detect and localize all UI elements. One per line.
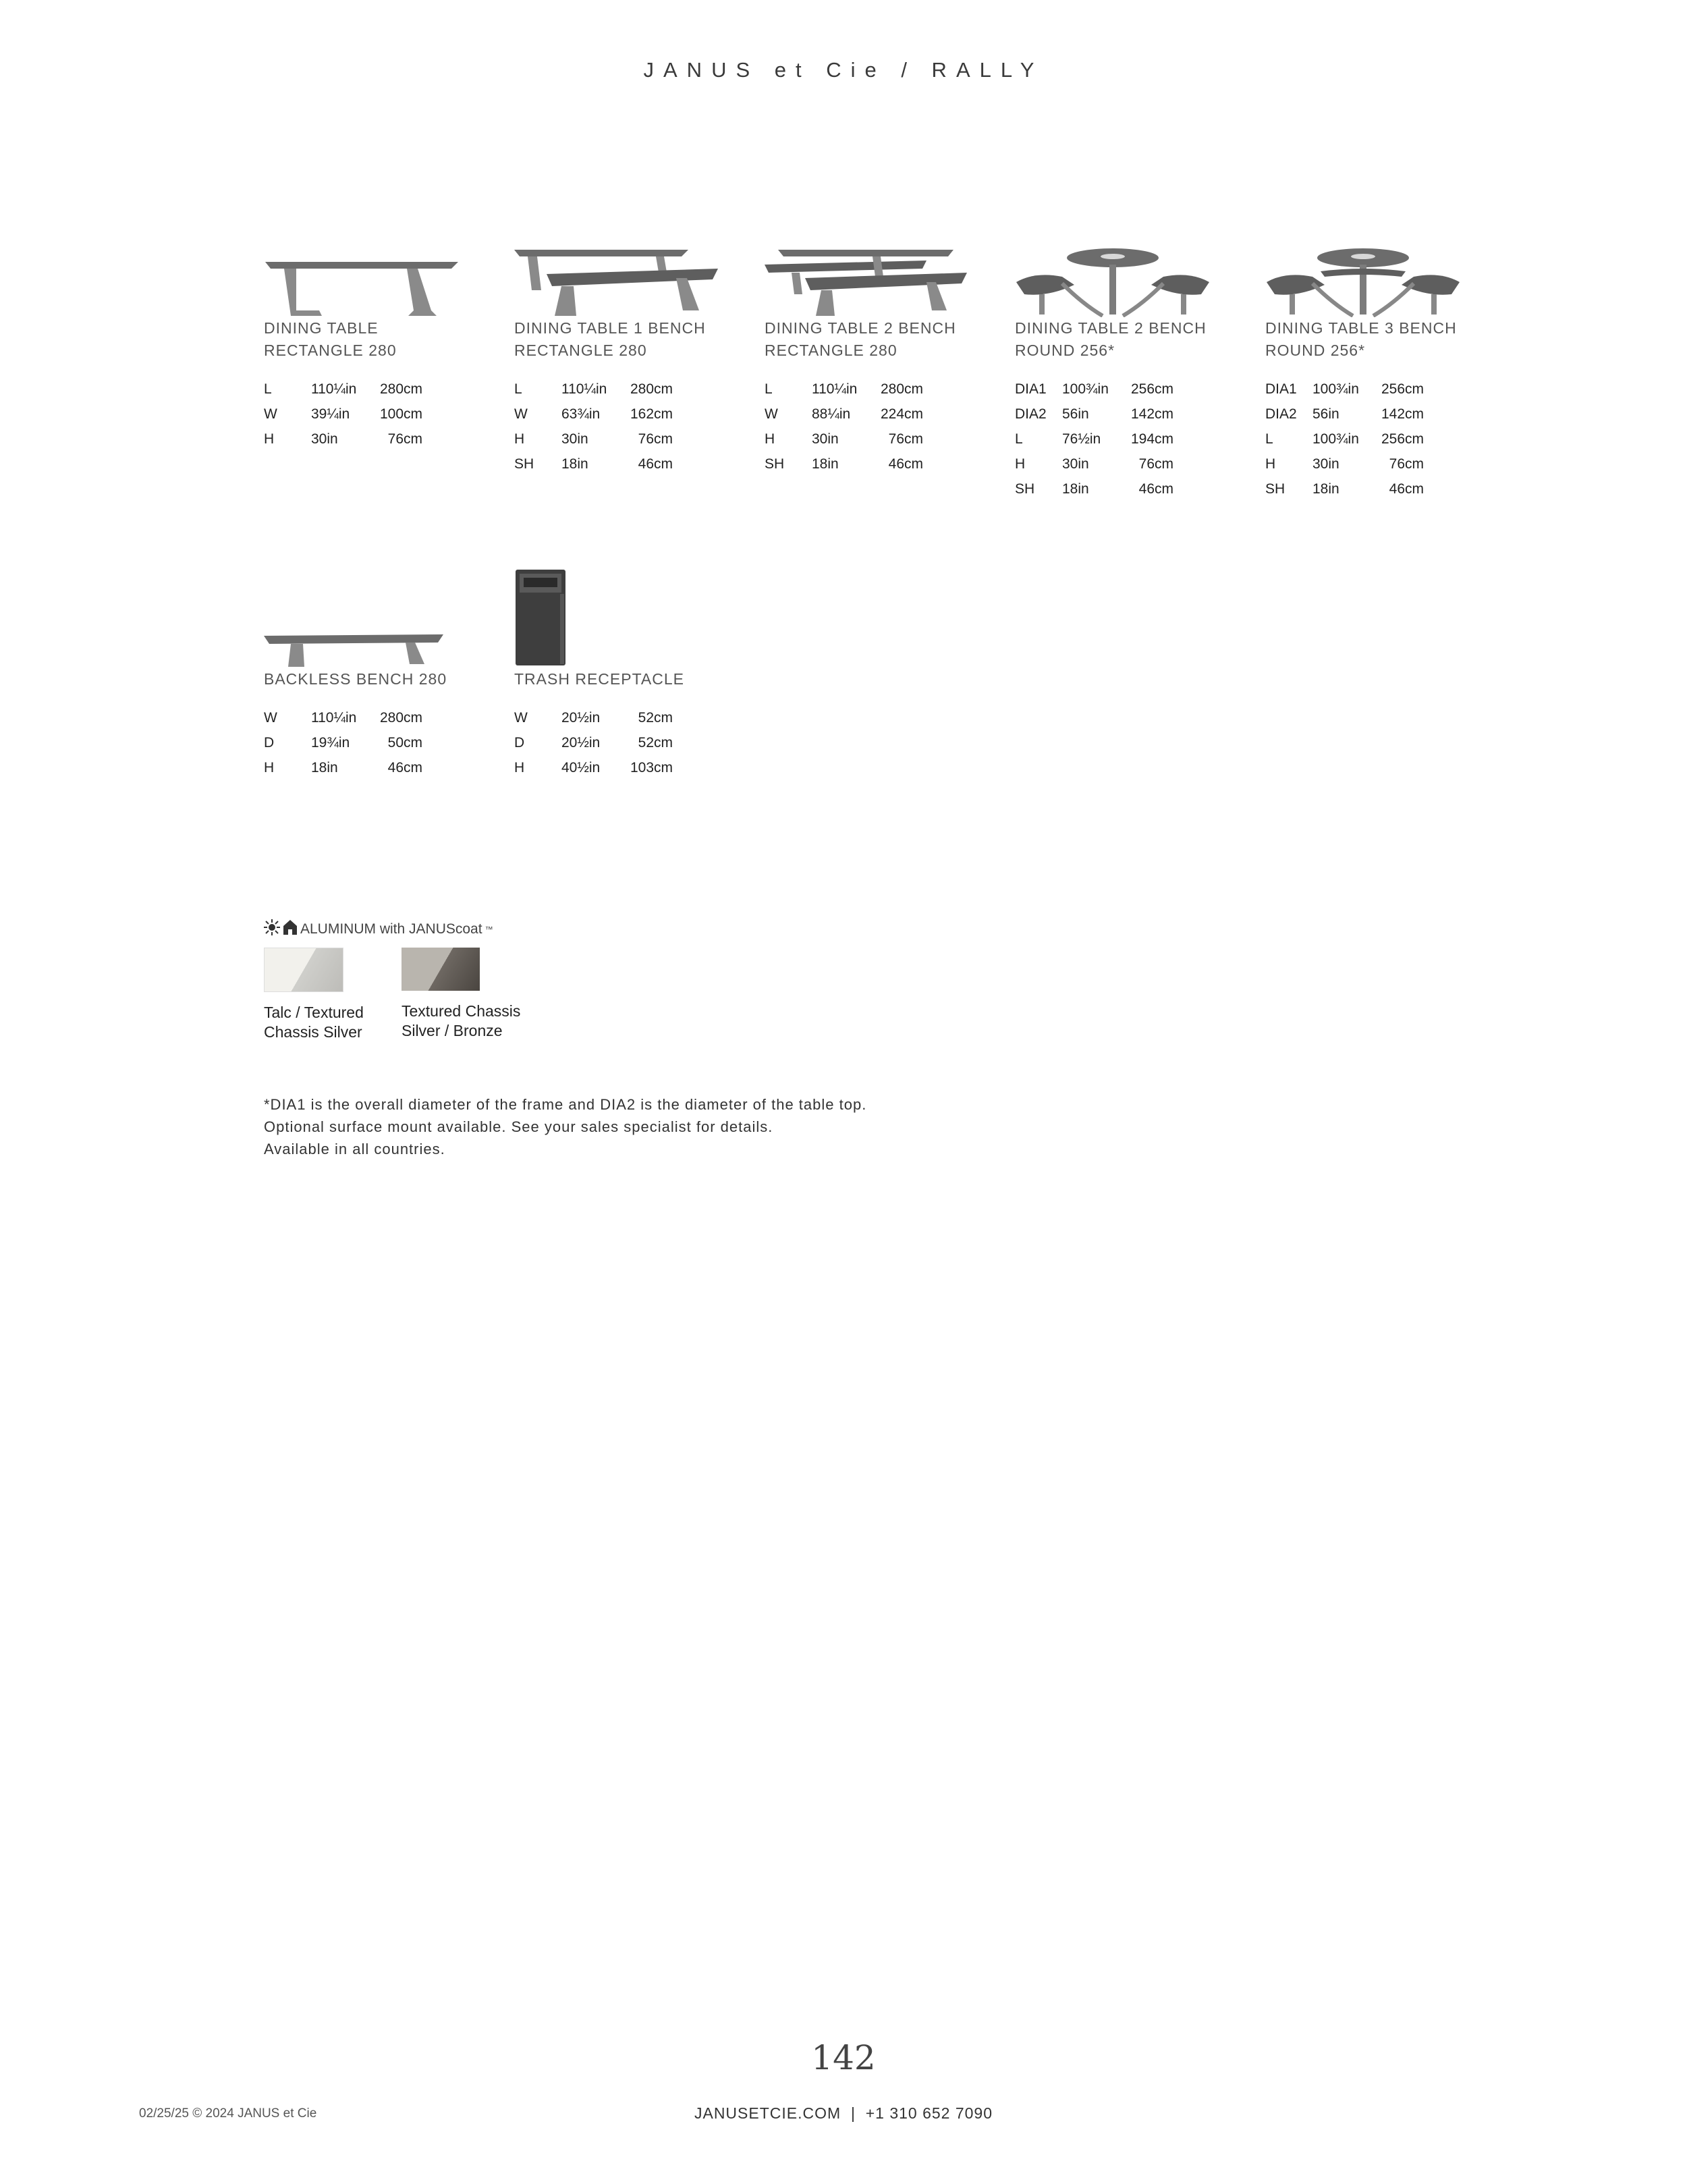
spec-cm: 46cm — [888, 456, 923, 472]
spec-key: W — [765, 406, 778, 422]
spec-key: D — [514, 735, 525, 750]
house-icon — [283, 919, 298, 939]
trademark: ™ — [485, 925, 493, 934]
round-table-2-bench-icon — [1015, 202, 1217, 317]
spec-key: H — [765, 431, 775, 447]
spec-cm: 52cm — [638, 735, 673, 750]
spec-row — [765, 452, 994, 476]
spec-cm: 76cm — [1389, 456, 1424, 472]
spec-cm: 103cm — [630, 760, 673, 775]
spec-key: DIA2 — [1015, 406, 1047, 422]
spec-row — [1265, 402, 1495, 427]
spec-table — [765, 377, 994, 476]
swatch-label-line2: Silver / Bronze — [402, 1022, 503, 1039]
dining-table-rect-icon — [264, 202, 466, 317]
footer-date-copyright: 02/25/25 © 2024 JANUS et Cie — [139, 2106, 317, 2121]
spec-inches: 20½in — [561, 710, 601, 726]
round-table-3-bench-icon — [1265, 202, 1468, 317]
spec-inches: 56in — [1312, 406, 1339, 422]
product-name: DINING TABLE 2 BENCH — [1015, 319, 1207, 337]
swatch-chip — [402, 948, 480, 991]
product-name: DINING TABLE — [264, 319, 379, 337]
spec-row — [514, 377, 744, 402]
spec-inches: 100¾in — [1312, 381, 1359, 397]
spec-key: L — [1015, 431, 1023, 447]
spec-key: L — [264, 381, 272, 397]
spec-cm: 162cm — [630, 406, 673, 422]
spec-cm: 52cm — [638, 710, 673, 726]
spec-key: W — [264, 406, 277, 422]
spec-cm: 100cm — [379, 406, 422, 422]
trash-receptacle-icon — [514, 553, 717, 668]
spec-inches: 18in — [812, 456, 839, 472]
spec-row — [264, 427, 493, 452]
spec-inches: 76½in — [1062, 431, 1101, 447]
spec-row — [514, 427, 744, 452]
note-line: Available in all countries. — [264, 1141, 445, 1157]
spec-row — [264, 377, 493, 402]
swatch-list — [264, 948, 521, 1042]
spec-key: L — [1265, 431, 1273, 447]
spec-cm: 50cm — [387, 735, 422, 750]
spec-cm: 76cm — [387, 431, 422, 447]
spec-row — [514, 705, 744, 730]
spec-inches: 100¾in — [1062, 381, 1109, 397]
spec-row — [1015, 402, 1244, 427]
spec-cm: 76cm — [888, 431, 923, 447]
spec-row — [765, 402, 994, 427]
spec-key: W — [514, 710, 528, 726]
note-line: Optional surface mount available. See your sales specialist for details. — [264, 1118, 773, 1135]
spec-row — [264, 730, 493, 755]
spec-inches: 30in — [1062, 456, 1089, 472]
product-round-table-2-bench — [1015, 202, 1244, 501]
spec-inches: 20½in — [561, 735, 601, 750]
spec-key: L — [514, 381, 522, 397]
dining-table-1-bench-icon — [514, 202, 717, 317]
spec-cm: 46cm — [638, 456, 673, 472]
spec-inches: 110¼in — [812, 381, 858, 397]
spec-table — [264, 705, 493, 780]
spec-inches: 110¼in — [311, 381, 357, 397]
spec-cm: 46cm — [387, 760, 422, 775]
spec-inches: 39¼in — [311, 406, 350, 422]
spec-cm: 256cm — [1130, 381, 1173, 397]
spec-row — [1015, 452, 1244, 476]
sun-icon — [264, 919, 280, 939]
swatch-label-line2: Chassis Silver — [264, 1023, 362, 1041]
footnotes — [264, 1093, 866, 1160]
spec-inches: 19¾in — [311, 735, 350, 750]
spec-key: L — [765, 381, 773, 397]
spec-key: D — [264, 735, 275, 750]
product-name: BACKLESS BENCH 280 — [264, 670, 447, 688]
spec-key: H — [514, 431, 525, 447]
spec-cm: 280cm — [880, 381, 923, 397]
spec-row — [514, 730, 744, 755]
product-name-line2: RECTANGLE 280 — [264, 342, 397, 359]
spec-key: DIA1 — [1265, 381, 1297, 397]
spec-row — [1265, 476, 1495, 501]
spec-table — [514, 705, 744, 780]
product-dining-table-rect — [264, 202, 493, 452]
spec-cm: 280cm — [379, 710, 422, 726]
spec-cm: 76cm — [638, 431, 673, 447]
spec-cm: 256cm — [1381, 431, 1424, 447]
swatch-label — [264, 1003, 399, 1042]
spec-inches: 40½in — [561, 760, 601, 775]
page-number: 142 — [811, 2038, 876, 2077]
spec-row — [264, 705, 493, 730]
spec-row — [765, 377, 994, 402]
spec-cm: 280cm — [379, 381, 422, 397]
spec-key: H — [514, 760, 525, 775]
material-title-text: ALUMINUM with JANUScoat — [300, 921, 482, 937]
product-name: DINING TABLE 3 BENCH — [1265, 319, 1457, 337]
spec-row — [264, 755, 493, 780]
spec-row — [765, 427, 994, 452]
spec-cm: 256cm — [1381, 381, 1424, 397]
swatch-label-line1: Textured Chassis — [402, 1002, 521, 1020]
note-line: *DIA1 is the overall diameter of the frame and DIA2 is the diameter of the table top. — [264, 1096, 867, 1113]
product-round-table-3-bench — [1265, 202, 1495, 501]
spec-cm: 194cm — [1130, 431, 1173, 447]
spec-row — [514, 402, 744, 427]
product-name-line2: ROUND 256* — [1015, 342, 1115, 359]
spec-inches: 110¼in — [561, 381, 607, 397]
spec-inches: 63¾in — [561, 406, 601, 422]
spec-row — [1265, 452, 1495, 476]
swatch-label-line1: Talc / Textured — [264, 1004, 364, 1021]
product-name: TRASH RECEPTACLE — [514, 670, 685, 688]
spec-key: H — [264, 760, 275, 775]
spec-inches: 18in — [561, 456, 588, 472]
material-section — [264, 919, 521, 1042]
spec-key: SH — [514, 456, 534, 472]
swatch-chassis-silver-bronze — [402, 948, 521, 1042]
swatch-label — [402, 1002, 536, 1041]
spec-inches: 30in — [561, 431, 588, 447]
spec-key: DIA1 — [1015, 381, 1047, 397]
spec-cm: 142cm — [1130, 406, 1173, 422]
backless-bench-icon — [264, 553, 466, 668]
spec-inches: 100¾in — [1312, 431, 1359, 447]
spec-inches: 88¼in — [812, 406, 851, 422]
spec-cm: 280cm — [630, 381, 673, 397]
spec-row — [1015, 476, 1244, 501]
dining-table-2-bench-icon — [765, 202, 967, 317]
spec-table — [1265, 377, 1495, 501]
product-dining-table-2-bench — [765, 202, 994, 476]
spec-table — [1015, 377, 1244, 501]
spec-inches: 30in — [311, 431, 338, 447]
spec-inches: 110¼in — [311, 710, 357, 726]
spec-table — [514, 377, 744, 476]
spec-cm: 76cm — [1138, 456, 1173, 472]
product-name-line2: RECTANGLE 280 — [514, 342, 647, 359]
product-backless-bench — [264, 553, 493, 780]
page-header: JANUS et Cie / RALLY — [643, 58, 1044, 82]
spec-inches: 56in — [1062, 406, 1089, 422]
spec-key: SH — [765, 456, 785, 472]
swatch-chip — [264, 948, 343, 992]
spec-key: H — [264, 431, 275, 447]
spec-cm: 142cm — [1381, 406, 1424, 422]
spec-inches: 30in — [812, 431, 839, 447]
product-trash-receptacle — [514, 553, 744, 780]
spec-row — [1015, 377, 1244, 402]
material-title — [264, 919, 493, 939]
spec-row — [264, 402, 493, 427]
spec-inches: 18in — [1312, 481, 1339, 497]
spec-row — [514, 452, 744, 476]
product-name: DINING TABLE 2 BENCH — [765, 319, 956, 337]
spec-cm: 46cm — [1138, 481, 1173, 497]
product-name-line2: RECTANGLE 280 — [765, 342, 897, 359]
swatch-talc — [264, 948, 364, 1042]
product-name-line2: ROUND 256* — [1265, 342, 1366, 359]
spec-table — [264, 377, 493, 452]
spec-key: H — [1015, 456, 1026, 472]
spec-inches: 18in — [1062, 481, 1089, 497]
spec-key: H — [1265, 456, 1276, 472]
spec-key: W — [264, 710, 277, 726]
spec-cm: 224cm — [880, 406, 923, 422]
spec-key: SH — [1015, 481, 1035, 497]
product-dining-table-1-bench — [514, 202, 744, 476]
spec-row — [1265, 377, 1495, 402]
spec-key: SH — [1265, 481, 1285, 497]
spec-row — [514, 755, 744, 780]
spec-cm: 46cm — [1389, 481, 1424, 497]
spec-row — [1015, 427, 1244, 452]
spec-key: W — [514, 406, 528, 422]
spec-inches: 18in — [311, 760, 338, 775]
product-name: DINING TABLE 1 BENCH — [514, 319, 706, 337]
footer-contact: JANUSETCIE.COM | +1 310 652 7090 — [694, 2104, 993, 2122]
spec-inches: 30in — [1312, 456, 1339, 472]
spec-row — [1265, 427, 1495, 452]
spec-key: DIA2 — [1265, 406, 1297, 422]
